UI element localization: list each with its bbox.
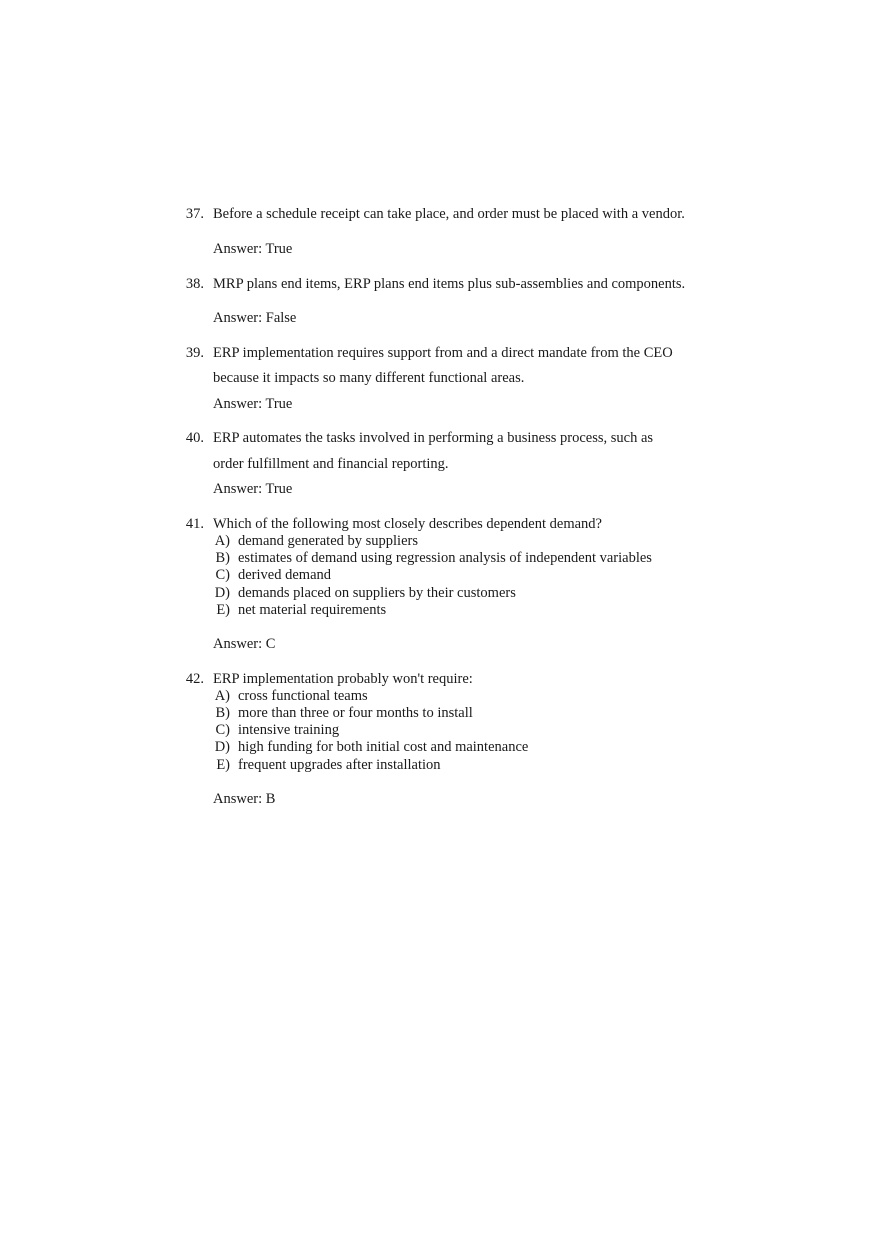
option-text: net material requirements [238, 602, 387, 618]
option-letter: C) [215, 567, 230, 583]
answer-text: Answer: B [213, 791, 276, 807]
question-number: 41. [185, 516, 204, 532]
option-letter: A) [214, 688, 230, 704]
option-text: demands placed on suppliers by their customers [238, 585, 516, 601]
option-letter: A) [214, 533, 230, 549]
option-text: intensive training [238, 722, 340, 738]
question-text: Which of the following most closely describes dependent demand? [213, 516, 602, 532]
question-text-line-1: ERP automates the tasks involved in performing a business process, such as [213, 430, 654, 446]
question-text-line-2: because it impacts so many different functional areas. [213, 370, 525, 386]
question-number: 39. [185, 345, 204, 361]
question-text: MRP plans end items, ERP plans end items plus sub-assemblies and components. [213, 276, 686, 292]
option-letter: C) [215, 722, 230, 738]
question-number: 38. [185, 276, 204, 292]
answer-text: Answer: False [213, 310, 297, 326]
option-text: cross functional teams [238, 688, 368, 704]
answer-text: Answer: True [213, 396, 293, 412]
answer-text: Answer: True [213, 481, 293, 497]
question-text-line-2: order fulfillment and financial reporting. [213, 456, 449, 472]
option-text: demand generated by suppliers [238, 533, 418, 549]
option-text: high funding for both initial cost and maintenance [238, 739, 529, 755]
answer-text: Answer: True [213, 241, 293, 257]
question-text: ERP implementation probably won't require: [213, 671, 473, 687]
option-text: frequent upgrades after installation [238, 757, 441, 773]
question-text: Before a schedule receipt can take place, and order must be placed with a vendor. [213, 206, 685, 222]
option-letter: E) [216, 757, 230, 773]
question-number: 37. [185, 206, 204, 222]
option-letter: B) [215, 705, 230, 721]
question-number: 40. [185, 430, 204, 446]
question-number: 42. [185, 671, 204, 687]
option-letter: E) [216, 602, 230, 618]
question-text-line-1: ERP implementation requires support from and a direct mandate from the CEO [213, 345, 673, 361]
option-text: estimates of demand using regression analysis of independent variables [238, 550, 652, 566]
option-letter: D) [214, 739, 230, 755]
answer-text: Answer: C [213, 636, 276, 652]
option-letter: D) [214, 585, 230, 601]
option-text: derived demand [238, 567, 332, 583]
option-text: more than three or four months to install [238, 705, 473, 721]
option-letter: B) [215, 550, 230, 566]
